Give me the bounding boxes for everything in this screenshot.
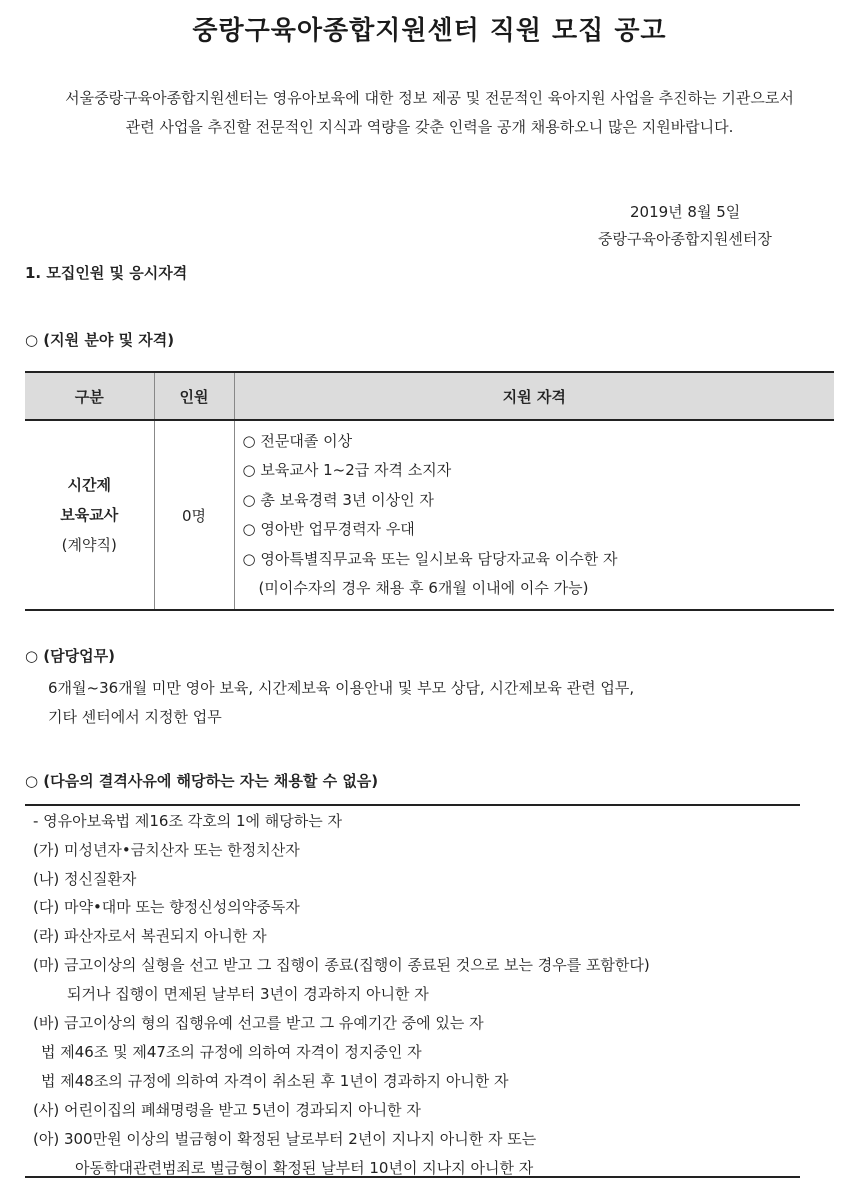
disqualification-line: (사) 어린이집의 폐쇄명령을 받고 5년이 경과되지 아니한 자: [33, 1101, 421, 1119]
disqualification-line: (라) 파산자로서 복권되지 아니한 자: [33, 927, 267, 945]
headcount-cell: 0명: [154, 420, 234, 610]
disqualification-box: [25, 804, 800, 1178]
disqualification-line: (아) 300만원 이상의 벌금형이 확정된 날로부터 2년이 지나지 아니한 자 또는: [33, 1130, 537, 1148]
disqualification-line: 법 제48조의 규정에 의하여 자격이 취소된 후 1년이 경과하지 아니한 자: [41, 1072, 509, 1090]
disqualification-line: (다) 마약•대마 또는 향정신성의약중독자: [33, 898, 300, 916]
qualification-item: ○ 보육교사 1~2급 자격 소지자: [242, 461, 452, 479]
column-header-qualification: 지원 자격: [234, 372, 834, 420]
intro-line-2: 관련 사업을 추진할 전문적인 지식과 역량을 갖춘 인력을 공개 채용하오니 많은 지원바랍니다.: [125, 118, 734, 136]
qualification-table: [25, 371, 834, 611]
disqualification-line: (바) 금고이상의 형의 집행유예 선고를 받고 그 유예기간 중에 있는 자: [33, 1014, 484, 1032]
disqualification-line: (가) 미성년자•금치산자 또는 한정치산자: [33, 841, 300, 859]
disqualification-line: 법 제46조 및 제47조의 규정에 의하여 자격이 정지중인 자: [41, 1043, 422, 1061]
qualification-item: ○ 총 보육경력 3년 이상인 자: [242, 490, 434, 509]
announcement-date: 2019년 8월 5일: [630, 203, 741, 221]
disqualification-line: 아동학대관련범죄로 벌금형이 확정된 날부터 10년이 지나지 아니한 자: [75, 1159, 534, 1177]
category-cell: [25, 420, 154, 610]
disqualification-line: - 영유아보육법 제16조 각호의 1에 해당하는 자: [33, 812, 342, 830]
page-title: 중랑구육아종합지원센터 직원 모집 공고: [192, 16, 667, 46]
intro-line-1: 서울중랑구육아종합지원센터는 영유아보육에 대한 정보 제공 및 전문적인 육아지원 사업을 추진하는 기관으로서: [65, 89, 794, 107]
disqualification-line: 되거나 집행이 면제된 날부터 3년이 경과하지 아니한 자: [67, 985, 429, 1003]
disqualification-heading: ○ (다음의 결격사유에 해당하는 자는 채용할 수 없음): [25, 772, 379, 790]
column-header-category: 구분: [25, 372, 154, 420]
table-row: [25, 420, 834, 610]
disqualification-line: (마) 금고이상의 실형을 선고 받고 그 집행이 종료(집행이 종료된 것으로 보는 경우를 포함한다): [33, 956, 650, 974]
issuer-name: 중랑구육아종합지원센터장: [598, 230, 772, 248]
disqualification-line: (나) 정신질환자: [33, 870, 137, 888]
qualification-item: ○ 전문대졸 이상: [242, 431, 353, 450]
qualification-heading: ○ (지원 분야 및 자격): [25, 331, 175, 349]
category-line: 시간제: [67, 476, 111, 494]
duties-line-1: 6개월~36개월 미만 영아 보육, 시간제보육 이용안내 및 부모 상담, 시간제보육 관련 업무,: [48, 679, 635, 697]
qualification-list: [234, 420, 834, 610]
category-line: 보육교사: [60, 506, 119, 524]
column-header-count: 인원: [154, 372, 234, 420]
qualification-item: ○ 영아반 업무경력자 우대: [242, 520, 415, 538]
qualification-item: ○ 영아특별직무교육 또는 일시보육 담당자교육 이수한 자: [242, 549, 618, 568]
duties-heading: ○ (담당업무): [25, 647, 115, 665]
section-heading-recruitment: 1. 모집인원 및 응시자격: [25, 264, 188, 282]
category-type: (계약직): [61, 536, 117, 554]
duties-line-2: 기타 센터에서 지정한 업무: [48, 708, 222, 726]
table-header-row: [25, 372, 834, 420]
qualification-note: (미이수자의 경우 채용 후 6개월 이내에 이수 가능): [258, 579, 589, 597]
